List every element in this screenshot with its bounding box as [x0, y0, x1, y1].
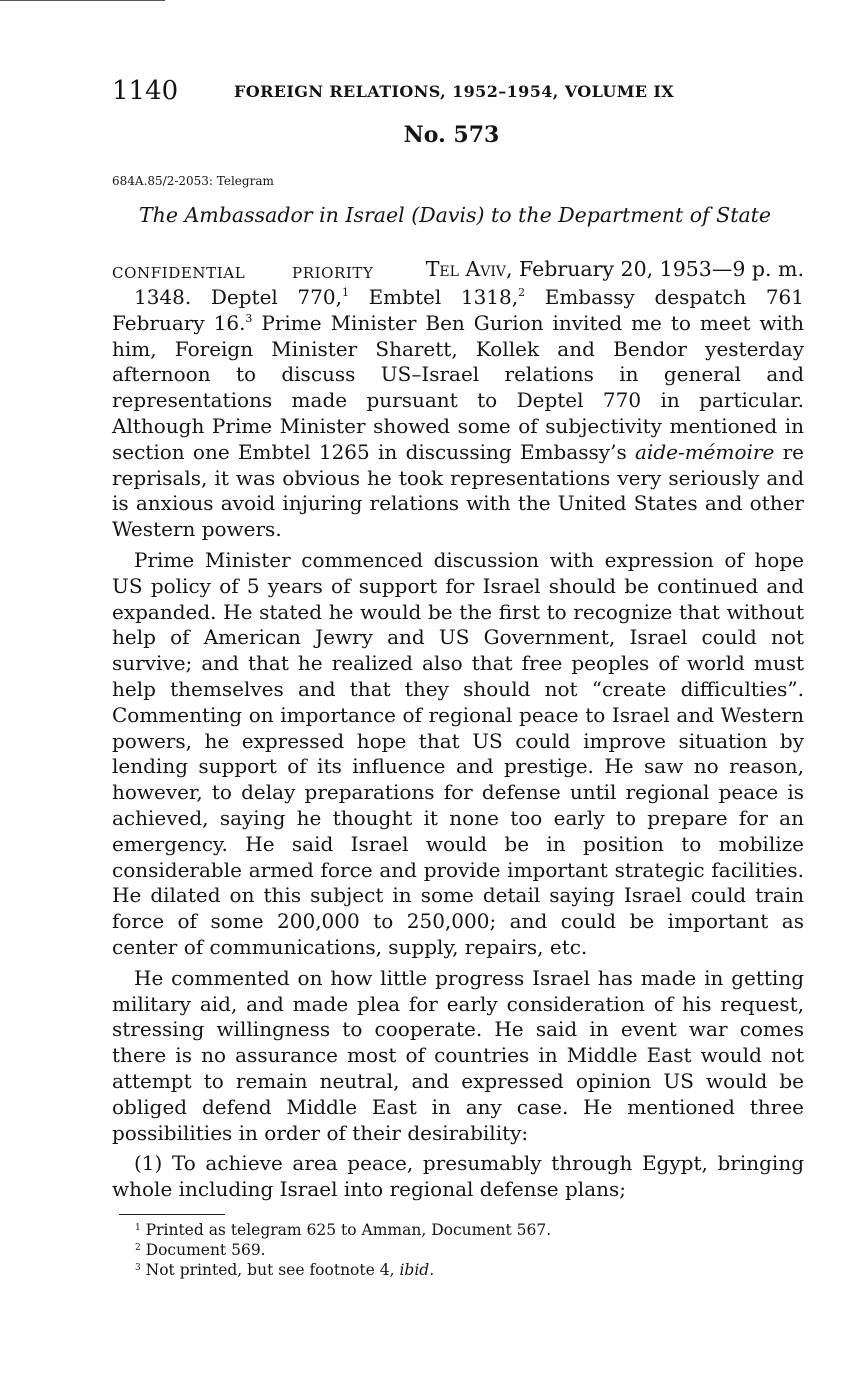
paragraph-1-text-a: 1348. Deptel 770, — [134, 285, 342, 309]
footnote-3-mark: 3 — [135, 1263, 141, 1273]
telegram-body — [112, 285, 804, 1203]
place-name: Tel Aviv — [425, 257, 507, 281]
footnote-ref-1: 1 — [341, 286, 349, 299]
footnote-ref-2: 2 — [518, 286, 526, 299]
footnote-2-text: Document 569. — [140, 1241, 266, 1259]
paragraph-1-text-d: Prime Minister Ben Gurion invited me to meet with him, Foreign Minister Sharett, Kollek and Bendor yesterday afternoon to discuss US–Israel relations in general and representations made pursuant to Deptel 770 in particular. Although Prime Minister showed some of subjectivity mentioned in section one Embtel 1265 in discussing Embassy’s — [112, 310, 804, 464]
paragraph-1-text-e: re reprisals, it was obvious he took representations very seriously and is anxious avoid injuring relations with the United States and other Western powers. — [112, 439, 804, 542]
file-reference: 684A.85/2-2053: Telegram — [112, 174, 274, 188]
footnote-2 — [135, 1240, 775, 1260]
paragraph-4: (1) To achieve area peace, presumably through Egypt, bringing whole including Israel into regional defense plans; — [112, 1151, 804, 1202]
footnote-3 — [135, 1260, 775, 1280]
footnote-3-text: Not printed, but see footnote 4, — [140, 1261, 400, 1279]
footnote-rule — [119, 1214, 225, 1215]
footnote-3-ibid: ibid. — [399, 1261, 435, 1279]
footnote-1-mark: 1 — [135, 1223, 141, 1233]
running-head — [112, 72, 812, 112]
place-date — [426, 257, 804, 281]
document-title: The Ambassador in Israel (Davis) to the Department of State — [138, 203, 772, 227]
paragraph-1-italic-term: aide-mémoire — [635, 439, 775, 464]
footnotes — [135, 1220, 775, 1280]
running-title: FOREIGN RELATIONS, 1952–1954, VOLUME IX — [234, 82, 675, 101]
paragraph-2: Prime Minister commenced discussion with expression of hope US policy of 5 years of support for Israel should be continued and expanded. He stated he would be the first to recognize that without help of American Jewry and US Government, Israel could not survive; and that he realized also that free peoples of world must help themselves and that they should not “create difficulties”. Commenting on importance of regional peace to Israel and Western powers, he expressed hope that US could improve situation by lending support of its influence and prestige. He saw no reason, however, to delay preparations for defense until regional peace is achieved, saying he thought it none too early to prepare for an emergency. He said Israel would be in position to mobilize considerable armed force and provide important strategic facilities. He dilated on this subject in some detail saying Israel could train force of some 200,000 to 250,000; and could be important as center of communications, supply, repairs, etc. — [112, 547, 804, 959]
document-number: No. 573 — [403, 122, 500, 148]
page-number: 1140 — [112, 76, 179, 106]
paragraph-3: He commented on how little progress Israel has made in getting military aid, and made plea for early consideration of his request, stressing willingness to cooperate. He said in event war comes there is no assurance most of countries in Middle East would not attempt to remain neutral, and expressed opinion US would be obliged defend Middle East in any case. He mentioned three possibilities in order of their desirability: — [112, 965, 804, 1145]
classification-label: CONFIDENTIAL — [112, 264, 246, 282]
paragraph-1-text-b: Embtel 1318, — [348, 285, 519, 309]
footnote-2-mark: 2 — [135, 1243, 141, 1253]
precedence-label: PRIORITY — [292, 264, 374, 282]
paragraph-1-text-c: Embassy despatch 761 February 16. — [112, 285, 804, 335]
date-time: , February 20, 1953—9 p. m. — [506, 257, 804, 281]
footnote-1 — [135, 1220, 775, 1240]
footnote-ref-3: 3 — [245, 311, 253, 325]
classification-line — [112, 255, 804, 285]
footnote-1-text: Printed as telegram 625 to Amman, Document 567. — [140, 1221, 552, 1239]
paragraph-1 — [112, 285, 804, 543]
top-edge-rule — [0, 0, 165, 1]
